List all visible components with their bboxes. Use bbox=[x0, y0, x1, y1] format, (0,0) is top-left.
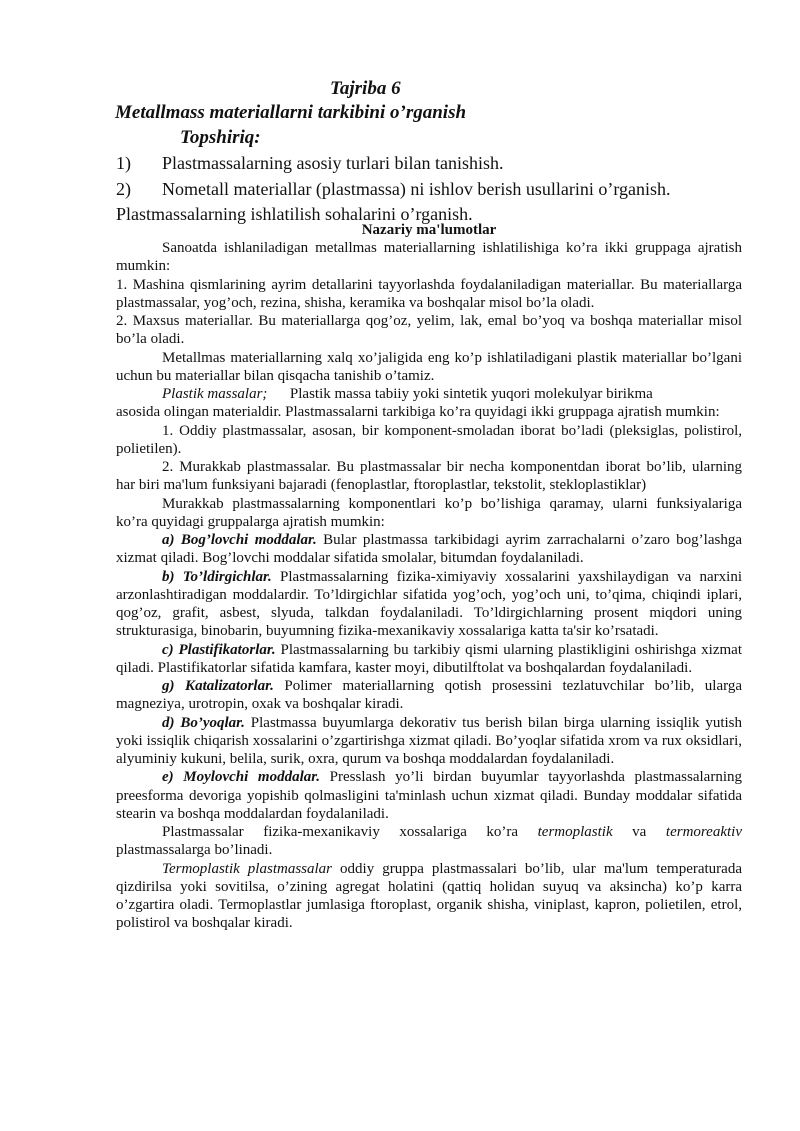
thermoplastics-term: Termoplastik plastmassalar bbox=[162, 860, 332, 877]
paragraph-thermoplastics bbox=[116, 860, 742, 933]
binders-text: Bular plastmassa tarkibidagi ayrim zarrachalarni o’zaro bog’lashga xizmat qiladi. Bog’lovchi moddalar sifatida smolalar, bitumdan foydalaniladi. bbox=[116, 532, 742, 567]
paragraph: asosida olingan materialdir. Plastmassalarni tarkibiga ko’ra quyidagi ikki gruppaga ajratish mumkin: bbox=[116, 404, 720, 421]
fillers-text: Plastmassalarning fizika-ximiyaviy xossalarini yaxshilaydigan va narxini arzonlashtiradigan moddalardir. To’ldirgichlar sifatida yog’och, yog’och uni, to’qima, chiqindi iplari, qog’oz, grafit, asbest, slyuda, talkdan foydalaniladi. To’ldirgichlarning prosent miqdori uning strukturasiga, binobarin, buyumning fizika-mexanikaviy xossalariga katta ta'sir ko’rsatadi. bbox=[116, 568, 743, 640]
task-text: Plastmassalarning asosiy turlari bilan tanishish. bbox=[162, 153, 504, 173]
dyes-text: Plastmassa buyumlarga dekorativ tus berish bilan birga ularning issiqlik yutish yoki issiqlik chiqarish xossalarini o’zgartirishga xizmat qiladi. Bo’yoqlar sifatida xrom va rux oksidlari, alyuminiy kukuni, belila, surik, oxra, qurum va boshqa moddalardan foydalaniladi. bbox=[116, 714, 742, 767]
experiment-subtitle: Metallmass materiallarni tarkibini o’rganish bbox=[115, 102, 467, 123]
plasticizers-text: Plastmassalarning bu tarkibiy qismi ularning plastikligini oshirishga xizmat qiladi. Plastifikatorlar sifatida kamfara, kaster moyi, dibutilftolat va boshqalardan foydalaniladi. bbox=[116, 641, 743, 676]
term-thermoreactive: termoreaktiv bbox=[665, 824, 742, 840]
paragraph-catalysts bbox=[116, 677, 742, 714]
task-heading: Topshiriq: bbox=[180, 127, 261, 148]
paragraph: 2. Murakkab plastmassalar. Bu plastmassalar bir necha komponentdan iborat bo’lib, ularning har biri ma'lum funksiyani bajaradi (fenoplastlar, ftoroplastlar, tekstolit, stekloplastiklar) bbox=[116, 459, 742, 494]
paragraph-dyes bbox=[116, 714, 742, 769]
section-heading: Nazariy ma'lumotlar bbox=[361, 222, 497, 238]
paragraph: Murakkab plastmassalarning komponentlari ko’p bo’lishiga qaramay, ularni funksiyalariga ko’ra quyidagi gruppalarga ajratish mumkin: bbox=[116, 495, 742, 530]
paragraph: Sanoatda ishlaniladigan metallmas materiallarning ishlatilishiga ko’ra ikki gruppaga ajratish mumkin: bbox=[116, 240, 742, 275]
catalysts-label: g) Katalizatorlar. bbox=[162, 678, 274, 694]
term-thermoplastic: termoplastik bbox=[537, 824, 613, 840]
classification-conjunction: va bbox=[612, 824, 666, 840]
paragraph-plasticizers bbox=[116, 641, 742, 678]
paragraph: 1. Oddiy plastmassalar, asosan, bir komponent-smoladan iborat bo’ladi (pleksiglas, polistirol, polietilen). bbox=[116, 422, 742, 457]
task-number: 1) bbox=[116, 153, 131, 173]
paragraph: Metallmas materiallarning xalq xo’jaligida eng ko’p ishlatiladigani plastik materiallar bo’lgani uchun bu materiallar bilan qisqacha tanishib o’tamiz. bbox=[116, 349, 742, 384]
classification-text: Plastmassalar fizika-mexanikaviy xossalariga ko’ra bbox=[162, 824, 538, 840]
task-tail-text: Plastmassalarning ishlatilish sohalarini o’rganish. bbox=[116, 204, 473, 224]
lubricants-label: e) Moylovchi moddalar. bbox=[162, 769, 321, 786]
plastic-mass-line: Plastik massa tabiiy yoki sintetik yuqori molekulyar birikma bbox=[289, 386, 653, 402]
paragraph-classification bbox=[116, 823, 742, 860]
task-number: 2) bbox=[116, 179, 131, 199]
fillers-label: b) To’ldirgichlar. bbox=[162, 568, 272, 585]
catalysts-text: Polimer materiallarning qotish prosessini tezlatuvchilar bo’lib, ularga magneziya, urotropin, oxak va boshqalar kiradi. bbox=[116, 678, 742, 713]
dyes-label: d) Bo’yoqlar. bbox=[162, 714, 245, 731]
lubricants-text: Presslash yo’li birdan buyumlar tayyorlashda plastmassalarning preesforma devoriga yopishib qolmasligini ta'minlash uchun xizmat qiladi. Bunday moddalar sifatida stearin va boshqa moddalardan foydalaniladi. bbox=[116, 769, 742, 822]
plasticizers-label: c) Plastifikatorlar. bbox=[162, 641, 276, 658]
plastic-mass-label: Plastik massalar; bbox=[162, 386, 268, 402]
binders-label: a) Bog’lovchi moddalar. bbox=[162, 532, 317, 548]
paragraph-binders bbox=[116, 531, 742, 568]
thermoplastics-text: oddiy gruppa plastmassalari bo’lib, ular ma'lum temperaturada qizdirilsa yoki sovitilsa, o’zining agregat holatini (qattiq holidan suyuq va aksincha) ko’p karra o’zgartira oladi. Termoplastlar jumlasiga ftoroplast, organik shisha, viniplast, kapron, polietilen, etrol, polistirol va boshqalar kiradi. bbox=[116, 860, 742, 932]
paragraph-lubricants bbox=[116, 768, 742, 823]
paragraph: 2. Maxsus materiallar. Bu materiallarga qog’oz, yelim, lak, emal bo’yoq va boshqa materiallar misol bo’la oladi. bbox=[116, 313, 742, 348]
paragraph-plastic-mass bbox=[116, 385, 742, 403]
experiment-title: Tajriba 6 bbox=[330, 78, 401, 99]
paragraph: 1. Mashina qismlarining ayrim detallarini tayyorlashda foydalaniladigan materiallar. Bu materiallarga plastmassalar, yog’och, rezina, shisha, keramika va boshqalar misol bo’la oladi. bbox=[116, 276, 742, 311]
task-text: Nometall materiallar (plastmassa) ni ishlov berish usullarini o’rganish. bbox=[162, 179, 671, 199]
classification-tail: plastmassalarga bo’linadi. bbox=[116, 842, 273, 859]
body-text bbox=[116, 239, 742, 933]
paragraph-fillers bbox=[116, 568, 742, 641]
